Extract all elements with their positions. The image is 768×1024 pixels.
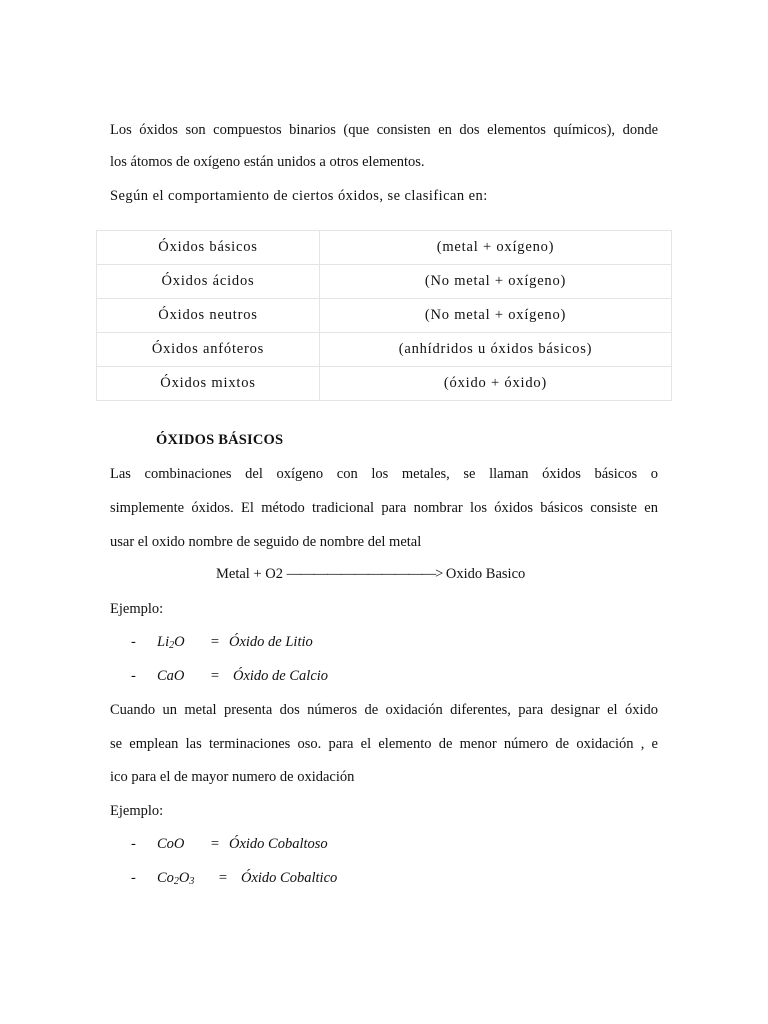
- composition-cell: (anhídridos u óxidos básicos): [320, 333, 672, 367]
- table-row: [97, 265, 672, 299]
- list-dash: -: [131, 836, 136, 852]
- chemical-formula: $Co_2O_3$: [157, 870, 195, 887]
- equals-sign: =: [218, 870, 228, 886]
- example-label: Ejemplo:: [110, 601, 164, 617]
- table-row: [97, 299, 672, 333]
- oxide-classification-table: [96, 230, 672, 401]
- table-row: [97, 231, 672, 265]
- example-item: [131, 633, 313, 651]
- oxide-type-cell: Óxidos mixtos: [97, 367, 320, 401]
- reaction-product: Oxido Basico: [442, 566, 526, 582]
- oxide-name: Óxido Cobaltico: [241, 870, 338, 886]
- composition-cell: (No metal + oxígeno): [320, 265, 672, 299]
- oxide-type-cell: Óxidos básicos: [97, 231, 320, 265]
- paragraph-1-line-3: usar el oxido nombre de seguido de nombre del metal: [110, 534, 422, 550]
- list-dash: -: [131, 668, 136, 684]
- paragraph-2-line-1: Cuando un metal presenta dos números de oxidación diferentes, para designar el óxido: [110, 702, 658, 718]
- chemical-formula: $Li_2O$: [157, 634, 185, 651]
- section-heading: ÓXIDOS BÁSICOS: [156, 432, 284, 448]
- paragraph-1-line-2: simplemente óxidos. El método tradicional para nombrar los óxidos básicos consiste en: [110, 500, 658, 516]
- reaction-equation: [216, 566, 525, 583]
- oxide-name: Óxido de Calcio: [233, 668, 329, 684]
- oxide-type-cell: Óxidos neutros: [97, 299, 320, 333]
- list-dash: -: [131, 634, 136, 650]
- composition-cell: (óxido + óxido): [320, 367, 672, 401]
- table-row: [97, 333, 672, 367]
- list-dash: -: [131, 870, 136, 886]
- paragraph-2-line-3: ico para el de mayor numero de oxidación: [110, 769, 355, 785]
- oxide-name: Óxido Cobaltoso: [229, 836, 328, 852]
- table-row: [97, 367, 672, 401]
- example-label: Ejemplo:: [110, 803, 164, 819]
- equals-sign: =: [210, 634, 220, 650]
- chemical-formula: CaO: [157, 668, 185, 684]
- chemical-formula: CoO: [157, 836, 185, 852]
- reaction-reactants: Metal + O2: [216, 566, 287, 582]
- intro-line-3: Según el comportamiento de ciertos óxidos, se clasifican en:: [110, 188, 488, 204]
- oxide-type-cell: Óxidos anfóteros: [97, 333, 320, 367]
- oxide-name: Óxido de Litio: [229, 634, 313, 650]
- intro-line-1: Los óxidos son compuestos binarios (que consisten en dos elementos químicos), donde: [110, 122, 658, 138]
- composition-cell: (No metal + oxígeno): [320, 299, 672, 333]
- oxide-type-cell: Óxidos ácidos: [97, 265, 320, 299]
- equals-sign: =: [210, 836, 220, 852]
- equals-sign: =: [210, 668, 220, 684]
- composition-cell: (metal + oxígeno): [320, 231, 672, 265]
- paragraph-1-line-1: Las combinaciones del oxígeno con los metales, se llaman óxidos básicos o: [110, 466, 658, 482]
- example-item: [131, 835, 328, 853]
- example-item: [131, 667, 328, 685]
- paragraph-2-line-2: se emplean las terminaciones oso. para el elemento de menor número de oxidación , e: [110, 736, 658, 752]
- reaction-arrow: ———————————>: [286, 566, 443, 582]
- example-item: [131, 869, 337, 887]
- intro-line-2: los átomos de oxígeno están unidos a otros elementos.: [110, 154, 425, 170]
